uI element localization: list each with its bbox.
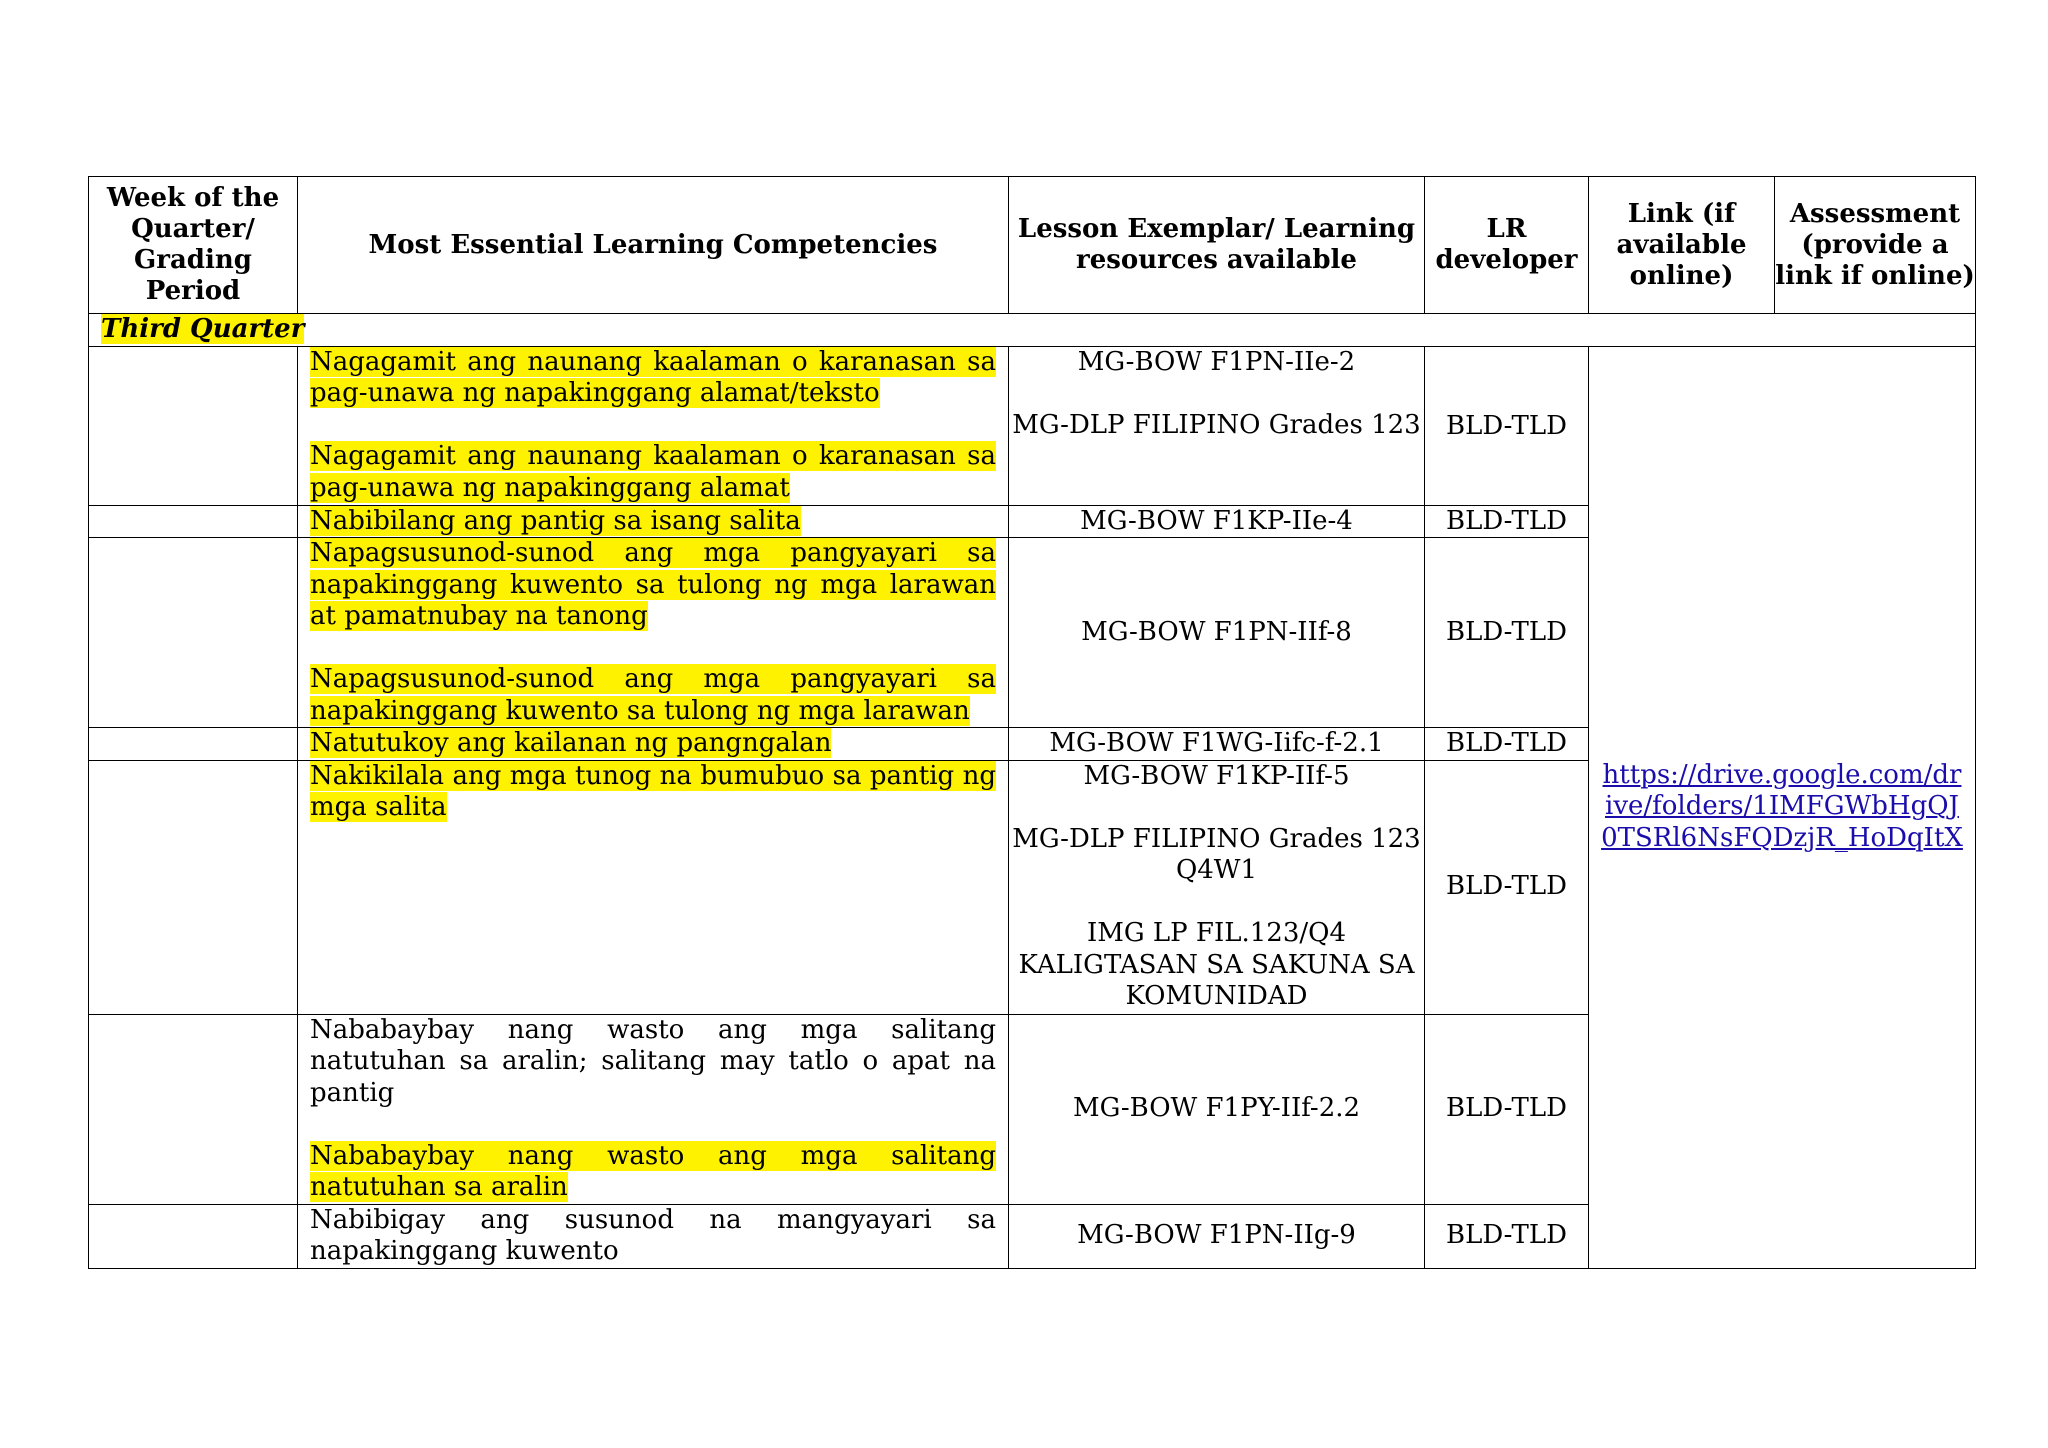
drive-link[interactable]: https://drive.google.com/drive/folders/1IMFGWbHgQJ0TSRl6NsFQDzjR_HoDqItX [1601, 759, 1963, 853]
week-cell [89, 1204, 298, 1268]
week-cell [89, 728, 298, 761]
developer-cell: BLD-TLD [1425, 1204, 1589, 1268]
resource-cell [1009, 1014, 1425, 1204]
resource-cell [1009, 538, 1425, 728]
resource-cell [1009, 760, 1425, 1014]
developer-cell: BLD-TLD [1425, 1014, 1589, 1204]
header-developer: LR developer [1425, 177, 1589, 314]
link-cell [1589, 346, 1976, 1268]
week-cell [89, 760, 298, 1014]
competency-text: Nakikilala ang mga tunog na bumubuo sa pantig ng mga salita [310, 760, 996, 822]
header-week: Week of the Quarter/ Grading Period [89, 177, 298, 314]
resource-text: MG-BOW F1KP-IIe-4 [1080, 505, 1353, 536]
developer-cell: BLD-TLD [1425, 728, 1589, 761]
competency-cell [298, 760, 1009, 1014]
competency-text: Napagsusunod-sunod ang mga pangyayari sa napakinggang kuwento sa tulong ng mga larawan [310, 664, 996, 726]
resource-text: MG-BOW F1PN-IIe-2 [1077, 346, 1356, 377]
competency-text: Nababaybay nang wasto ang mga salitang natutuhan sa aralin [310, 1140, 996, 1202]
header-resources: Lesson Exemplar/ Learning resources available [1009, 177, 1425, 314]
developer-cell: BLD-TLD [1425, 346, 1589, 505]
resource-text: MG-BOW F1WG-Iifc-f-2.1 [1049, 728, 1384, 758]
week-cell [89, 538, 298, 728]
resource-text: MG-BOW F1PN-IIg-9 [1077, 1220, 1356, 1251]
header-competencies: Most Essential Learning Competencies [298, 177, 1009, 314]
week-cell [89, 346, 298, 505]
resource-text: MG-BOW F1PY-IIf-2.2 [1072, 1093, 1361, 1124]
competency-text: Natutukoy ang kailanan ng pangngalan [310, 728, 832, 758]
header-assessment: Assessment (provide a link if online) [1775, 177, 1976, 314]
quarter-label: Third Quarter [101, 314, 305, 344]
developer-cell: BLD-TLD [1425, 538, 1589, 728]
resource-cell [1009, 1204, 1425, 1268]
resource-text: MG-BOW F1KP-IIf-5 [1083, 760, 1350, 791]
competency-cell [298, 538, 1009, 728]
melc-table [88, 176, 1976, 1269]
resource-cell [1009, 505, 1425, 538]
week-cell [89, 1014, 298, 1204]
competency-text: Nabibilang ang pantig sa isang salita [310, 505, 801, 536]
table-row [89, 346, 1976, 505]
competency-cell [298, 728, 1009, 761]
resource-cell [1009, 346, 1425, 505]
competency-cell [298, 505, 1009, 538]
resource-text: MG-DLP FILIPINO Grades 123 Q4W1 [1012, 823, 1421, 885]
resource-text: IMG LP FIL.123/Q4 KALIGTASAN SA SAKUNA SA KOMUNIDAD [1018, 918, 1415, 1011]
week-cell [89, 505, 298, 538]
competency-text: Napagsusunod-sunod ang mga pangyayari sa napakinggang kuwento sa tulong ng mga larawan at pamatnubay na tanong [310, 538, 996, 631]
competency-text: Nabibigay ang susunod na mangyayari sa napakinggang kuwento [310, 1204, 996, 1266]
developer-cell: BLD-TLD [1425, 505, 1589, 538]
header-row [89, 177, 1976, 314]
competency-text: Nagagamit ang naunang kaalaman o karanasan sa pag-unawa ng napakinggang alamat/teksto [310, 346, 996, 408]
competency-cell [298, 1014, 1009, 1204]
competency-text: Nababaybay nang wasto ang mga salitang natutuhan sa aralin; salitang may tatlo o apat na pantig [310, 1014, 996, 1108]
competency-cell [298, 1204, 1009, 1268]
resource-text: MG-BOW F1PN-IIf-8 [1081, 616, 1352, 647]
resource-cell [1009, 728, 1425, 761]
header-link: Link (if available online) [1589, 177, 1775, 314]
resource-text: MG-DLP FILIPINO Grades 123 [1012, 409, 1421, 440]
competency-cell [298, 346, 1009, 505]
competency-text: Nagagamit ang naunang kaalaman o karanasan sa pag-unawa ng napakinggang alamat [310, 441, 996, 503]
quarter-row [89, 314, 1976, 347]
developer-cell: BLD-TLD [1425, 760, 1589, 1014]
